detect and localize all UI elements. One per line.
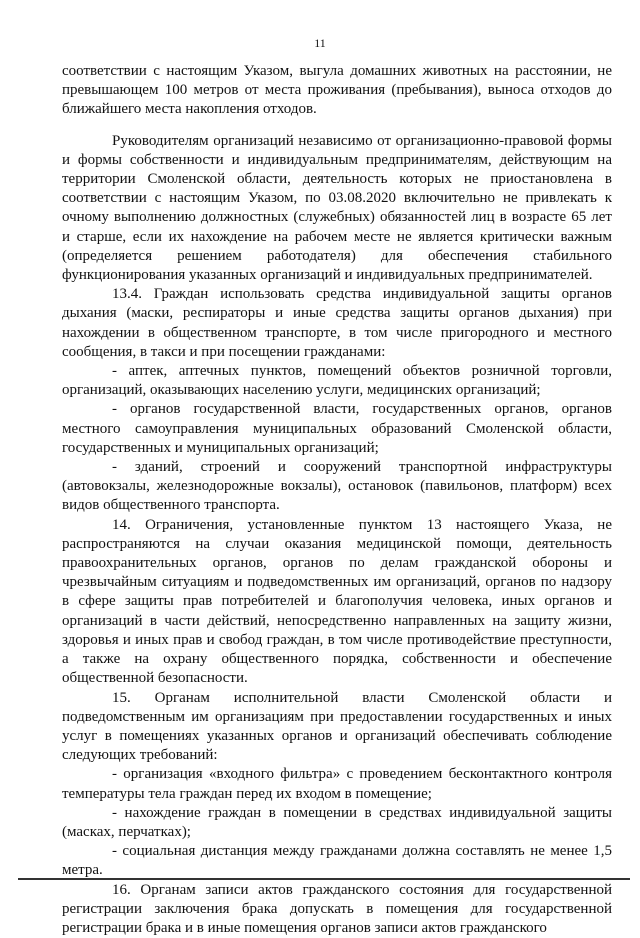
paragraph: соответствии с настоящим Указом, выгула домашних животных на расстоянии, не превышающем 100 метров от места проживания (пребывания), выноса отходов до ближайшего места накопления отходов. xyxy=(62,63,612,118)
list-item: - зданий, строений и сооружений транспортной инфраструктуры (автовокзалы, железнодорожные вокзалы), остановок (павильонов, платформ) всех видов общественного транспорта. xyxy=(62,459,612,514)
paragraph: Руководителям организаций независимо от организационно-правовой формы и формы собственности и индивидуальным предпринимателям, действующим на территории Смоленской области, деятельность которых не приостановлена в соответствии с настоящим Указом, по 03.08.2020 включительно не привлекать к очному выполнению должностных (служебных) обязанностей лиц в возрасте 65 лет и старше, если их нахождение на рабочем месте не является критически важным (определяется решением работодателя) для обеспечения стабильного функционирования указанных организаций и индивидуальных предпринимателей. xyxy=(62,132,612,284)
list-item: - организация «входного фильтра» с проведением бесконтактного контроля температуры тела граждан перед их входом в помещение; xyxy=(62,766,612,802)
paragraph: 15. Органам исполнительной власти Смоленской области и подведомственным им организациям при предоставлении государственных и иных услуг в помещениях указанных органов и организаций обеспечивать соблюдение следующих требований: xyxy=(62,689,612,764)
paragraph: 16. Органам записи актов гражданского состояния для государственной регистрации заключения брака допускать в помещения для государственной регистрации брака и в иные помещения органов записи актов гражданского xyxy=(62,881,612,936)
list-item: - органов государственной власти, государственных органов, органов местного самоуправления муниципальных образований Смоленской области, государственных и муниципальных организаций; xyxy=(62,401,612,456)
list-item: - социальная дистанция между гражданами должна составлять не менее 1,5 метра. xyxy=(62,843,612,879)
document-body xyxy=(62,62,612,938)
list-item: - нахождение граждан в помещении в средствах индивидуальной защиты (масках, перчатках); xyxy=(62,804,612,840)
list-item: - аптек, аптечных пунктов, помещений объектов розничной торговли, организаций, оказывающих населению услуги, медицинских организаций; xyxy=(62,363,612,399)
page-number: 11 xyxy=(314,36,326,50)
paragraph-spacer xyxy=(62,120,612,132)
paragraph: 13.4. Граждан использовать средства индивидуальной защиты органов дыхания (маски, респираторы и иные средства защиты органов дыхания) при нахождении в общественном транспорте, в том числе пригородного и местного сообщения, в такси и при посещении гражданами: xyxy=(62,286,612,360)
bottom-divider xyxy=(18,878,630,880)
paragraph: 14. Ограничения, установленные пунктом 13 настоящего Указа, не распространяются на случаи оказания медицинской помощи, деятельность правоохранительных органов, органов по делам гражданской обороны и чрезвычайным ситуациям и подведомственных им организаций, органов по надзору в сфере защиты прав потребителей и благополучия человека, иных органов и организаций в части действий, непосредственно направленных на защиту жизни, здоровья и иных прав и свобод граждан, в том числе противодействие преступности, а также на охрану общественного порядка, собственности и обеспечение общественной безопасности. xyxy=(62,516,612,687)
